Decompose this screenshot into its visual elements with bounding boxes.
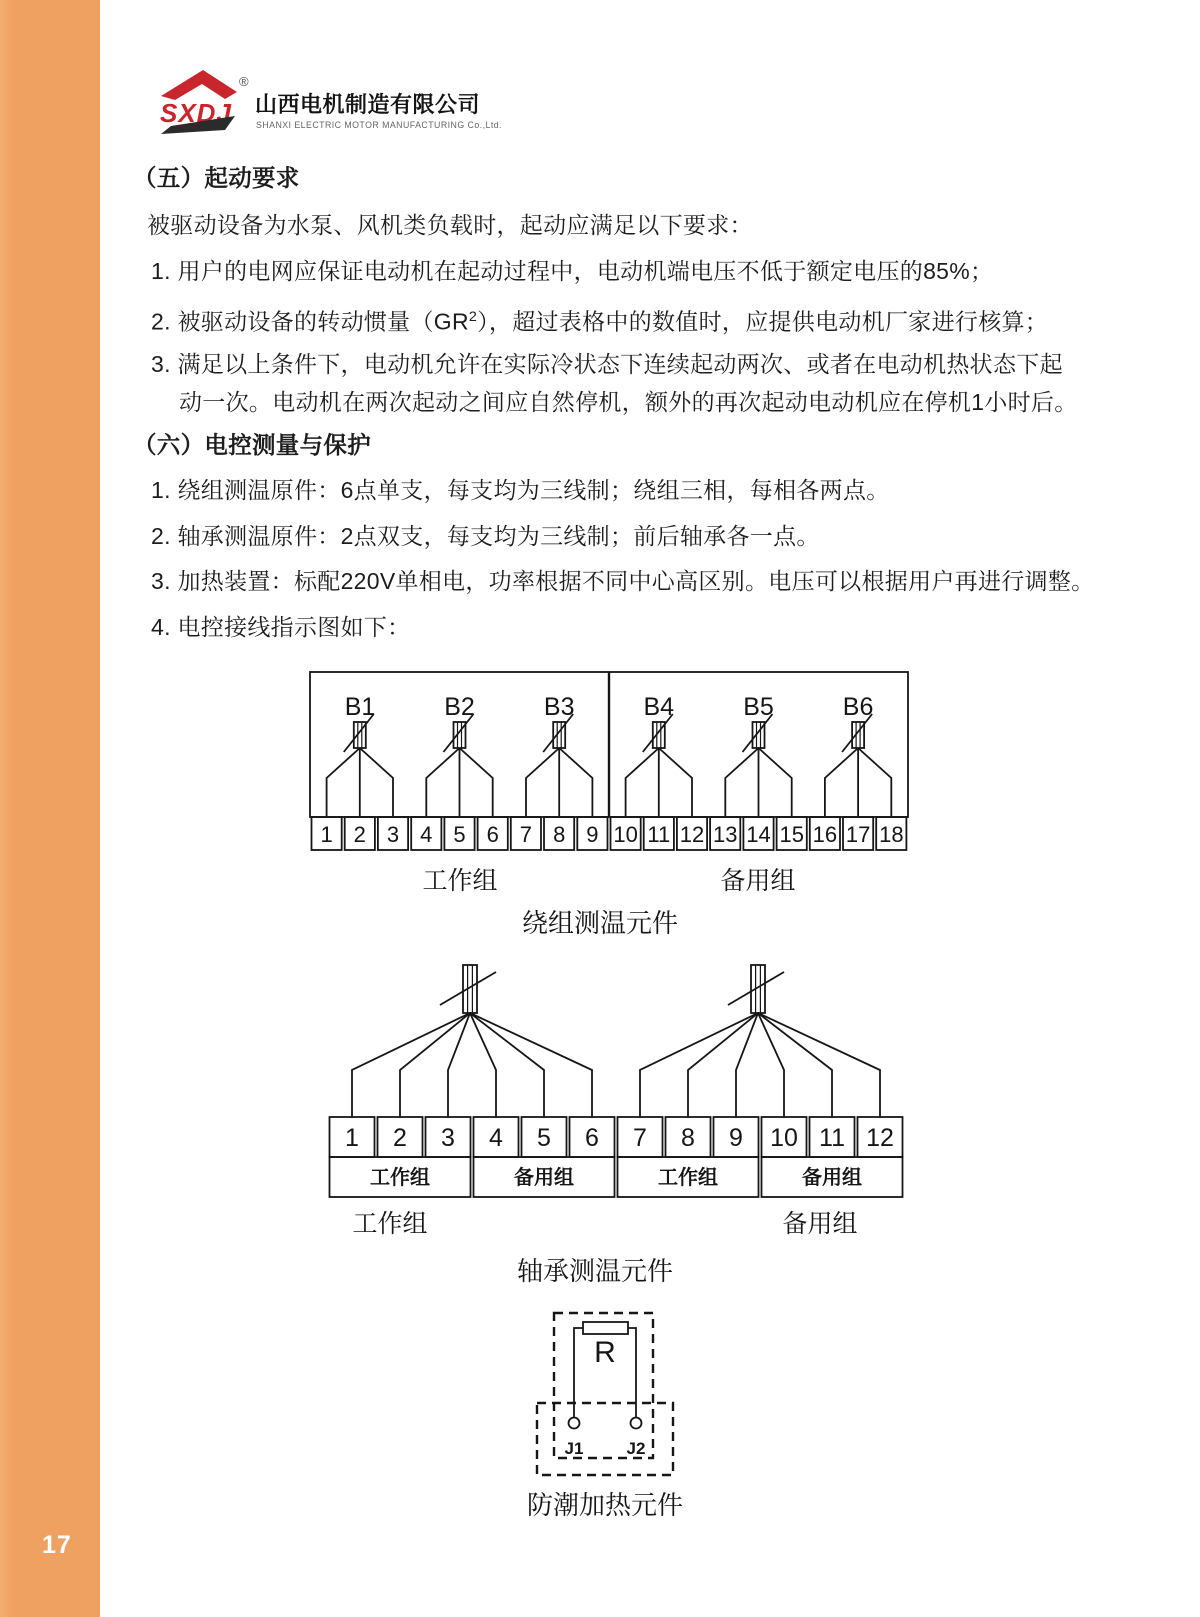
section5-item1: 1. 用户的电网应保证电动机在起动过程中，电动机端电压不低于额定电压的85%； bbox=[151, 258, 994, 284]
section6-item1: 1. 绕组测温原件：6点单支，每支均为三线制；绕组三相，每相各两点。 bbox=[151, 477, 890, 503]
sensor-label: B6 bbox=[842, 693, 874, 721]
terminal-number: 4 bbox=[489, 1124, 503, 1152]
heater-wire-left bbox=[574, 1328, 583, 1418]
bearing-temp-diagram bbox=[290, 930, 920, 1295]
terminal-number: 5 bbox=[453, 822, 466, 847]
sensor-b5 bbox=[725, 693, 791, 817]
sensor-label: B5 bbox=[743, 693, 774, 721]
terminal-number: 11 bbox=[819, 1124, 845, 1152]
terminal-number: 2 bbox=[393, 1124, 407, 1152]
resistor-label: R bbox=[594, 1336, 616, 1369]
bearing-sensor-left bbox=[352, 965, 592, 1117]
registered-mark: ® bbox=[239, 74, 249, 89]
sensor-b3 bbox=[526, 693, 592, 817]
group-cell-label: 备用组 bbox=[802, 1167, 862, 1189]
sensor-label: B1 bbox=[344, 693, 376, 721]
item2-text: 2. 被驱动设备的转动惯量（GR bbox=[151, 308, 469, 335]
terminal-number: 4 bbox=[420, 822, 433, 847]
heater-diagram bbox=[500, 1268, 720, 1538]
terminal-number: 7 bbox=[519, 822, 533, 847]
working-group-label: 工作组 bbox=[352, 1210, 428, 1238]
group-cell-label: 工作组 bbox=[370, 1167, 430, 1189]
terminal-number: 7 bbox=[633, 1124, 647, 1152]
terminal-number: 1 bbox=[345, 1124, 359, 1152]
heater-diagram-caption: 防潮加热元件 bbox=[526, 1490, 684, 1520]
page-number: 17 bbox=[42, 1531, 72, 1559]
terminal-number: 8 bbox=[681, 1124, 695, 1152]
section5-item2 bbox=[151, 304, 1048, 336]
bearing-sensor-right bbox=[640, 965, 880, 1117]
group-cell-label: 工作组 bbox=[658, 1167, 718, 1189]
terminal-number: 6 bbox=[585, 1124, 599, 1152]
sensor-b4 bbox=[626, 693, 692, 817]
company-logo bbox=[155, 64, 585, 144]
terminal-number: 8 bbox=[553, 822, 566, 847]
terminal-number: 10 bbox=[770, 1124, 798, 1152]
terminal-number: 11 bbox=[647, 822, 671, 847]
standby-group-label: 备用组 bbox=[720, 867, 796, 895]
terminal-number: 16 bbox=[812, 822, 838, 847]
section5-intro: 被驱动设备为水泵、风机类负载时，起动应满足以下要求： bbox=[147, 212, 753, 238]
winding-terminal-row bbox=[312, 817, 907, 850]
terminal-number: 2 bbox=[353, 822, 366, 847]
terminal-number: 3 bbox=[441, 1124, 455, 1152]
terminal-number: 6 bbox=[486, 822, 499, 847]
terminal-j2-label: J2 bbox=[626, 1439, 646, 1458]
sensor-b2 bbox=[426, 693, 492, 817]
item2-text-tail: ），超过表格中的数值时，应提供电动机厂家进行核算； bbox=[477, 308, 1049, 335]
company-name-cn: 山西电机制造有限公司 bbox=[255, 92, 481, 117]
bearing-diagram-caption: 轴承测温元件 bbox=[516, 1256, 674, 1286]
sxdj-logo-icon bbox=[160, 70, 249, 134]
terminal-number: 3 bbox=[386, 822, 400, 847]
sensor-label: B4 bbox=[643, 693, 675, 721]
company-name-en: SHANXI ELECTRIC MOTOR MANUFACTURING Co.,Ltd. bbox=[256, 120, 502, 130]
terminal-j2-contact bbox=[631, 1418, 642, 1429]
terminal-number: 14 bbox=[746, 822, 771, 847]
terminal-number: 12 bbox=[679, 822, 705, 847]
resistor-symbol bbox=[583, 1322, 628, 1334]
orange-sidebar bbox=[0, 0, 100, 1617]
sensor-label: B3 bbox=[543, 693, 575, 721]
section5-heading: （五）起动要求 bbox=[133, 165, 300, 191]
terminal-number: 13 bbox=[713, 822, 738, 847]
terminal-number: 12 bbox=[866, 1124, 894, 1152]
section5-item3-line1: 3. 满足以上条件下，电动机允许在实际冷状态下连续起动两次、或者在电动机热状态下起 bbox=[151, 351, 1063, 377]
terminal-number: 1 bbox=[320, 822, 333, 847]
terminal-number: 17 bbox=[845, 822, 871, 847]
section6-item2: 2. 轴承测温原件：2点双支，每支均为三线制；前后轴承各一点。 bbox=[151, 523, 820, 549]
standby-group-label: 备用组 bbox=[782, 1210, 858, 1238]
section5-item3-line2: 动一次。电动机在两次起动之间应自然停机，额外的再次起动电动机应在停机1小时后。 bbox=[179, 389, 1078, 415]
page-content bbox=[100, 0, 1200, 1617]
section6-item4: 4. 电控接线指示图如下： bbox=[151, 614, 411, 640]
winding-diagram-caption: 绕组测温元件 bbox=[521, 908, 679, 938]
terminal-number: 5 bbox=[537, 1124, 551, 1152]
terminal-number: 18 bbox=[879, 822, 904, 847]
sensor-label: B2 bbox=[444, 693, 475, 721]
terminal-number: 9 bbox=[586, 822, 599, 847]
terminal-number: 9 bbox=[729, 1124, 743, 1152]
sensor-b1 bbox=[327, 693, 393, 817]
terminal-number: 10 bbox=[613, 822, 638, 847]
section6-item3: 3. 加热装置：标配220V单相电，功率根据不同中心高区别。电压可以根据用户再进行调整。 bbox=[151, 568, 1095, 594]
heater-wire-right bbox=[628, 1328, 636, 1418]
terminal-j1-label: J1 bbox=[564, 1439, 584, 1458]
item2-superscript: 2 bbox=[468, 309, 478, 325]
working-group-label: 工作组 bbox=[422, 867, 498, 895]
terminal-number: 15 bbox=[779, 822, 804, 847]
winding-temp-diagram bbox=[290, 650, 920, 950]
bearing-terminal-row bbox=[330, 1117, 903, 1157]
terminal-j1-contact bbox=[569, 1418, 580, 1429]
group-cell-label: 备用组 bbox=[514, 1167, 574, 1189]
bearing-group-row bbox=[330, 1157, 903, 1197]
section6-heading: （六）电控测量与保护 bbox=[133, 432, 371, 458]
sensor-b6 bbox=[825, 693, 891, 817]
logo-mark-text: SXDJ bbox=[160, 98, 232, 128]
